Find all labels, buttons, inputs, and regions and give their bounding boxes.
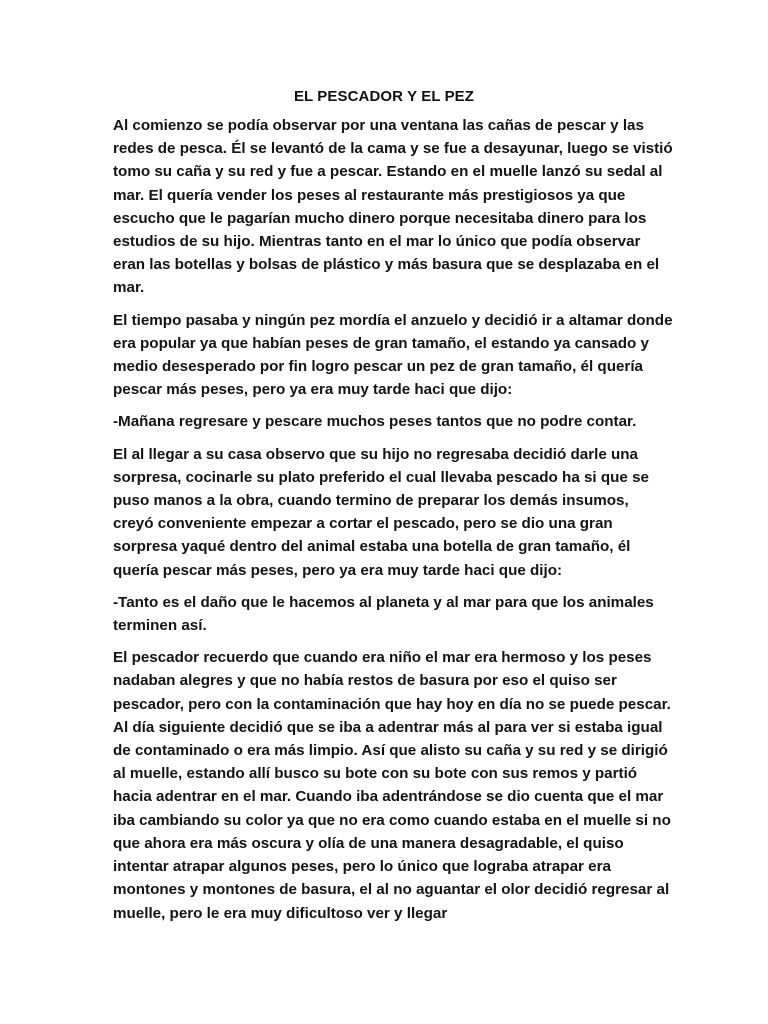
paragraph-3-dialogue: -Mañana regresare y pescare muchos peses tantos que no podre contar. [113, 413, 637, 431]
document-title: EL PESCADOR Y EL PEZ [293, 88, 475, 105]
document-body [113, 114, 673, 934]
paragraph-4: El al llegar a su casa observo que su hijo no regresaba decidió darle una sorpresa, cocinarle su plato preferido el cual llevaba pescado ha si que se puso manos a la obra, cuando termino de preparar los demás insumos, creyó conveniente empezar a cortar el pescado, pero se dio una gran sorpresa yaqué dentro del animal estaba una botella de gran tamaño, él quería pescar más peses, pero ya era muy tarde haci que dijo: [113, 445, 649, 579]
paragraph-5-dialogue: -Tanto es el daño que le hacemos al planeta y al mar para que los animales terminen así. [113, 593, 654, 635]
paragraph-2: El tiempo pasaba y ningún pez mordía el anzuelo y decidió ir a altamar donde era popular ya que habían peses de gran tamaño, el estando ya cansado y medio desesperado por fin logro pescar un pez de gran tamaño, él quería pescar más peses, pero ya era muy tarde haci que dijo: [113, 311, 673, 399]
paragraph-1: Al comienzo se podía observar por una ventana las cañas de pescar y las redes de pesca. Él se levantó de la cama y se fue a desayunar, luego se vistió tomo su caña y su red y fue a pescar. Estando en el muelle lanzó su sedal al mar. El quería vender los peses al restaurante más prestigiosos ya que escucho que le pagarían mucho dinero porque necesitaba dinero para los estudios de su hijo. Mientras tanto en el mar lo único que podía observar eran las botellas y bolsas de plástico y más basura que se desplazaba en el mar. [113, 117, 673, 297]
paragraph-6: El pescador recuerdo que cuando era niño el mar era hermoso y los peses nadaban alegres y que no había restos de basura por eso el quiso ser pescador, pero con la contaminación que hay hoy en día no se puede pescar. Al día siguiente decidió que se iba a adentrar más al para ver si estaba igual de contaminado o era más limpio. Así que alisto su caña y su red y se dirigió al muelle, estando allí busco su bote con su bote con sus remos y partió hacia adentrar en el mar. Cuando iba adentrándose se dio cuenta que el mar iba cambiando su color ya que no era como cuando estaba en el muelle si no que ahora era más oscura y olía de una manera desagradable, el quiso intentar atrapar algunos peses, pero lo único que lograba atrapar era montones y montones de basura, el al no aguantar el olor decidió regresar al muelle, pero le era muy dificultoso ver y llegar [113, 649, 671, 922]
